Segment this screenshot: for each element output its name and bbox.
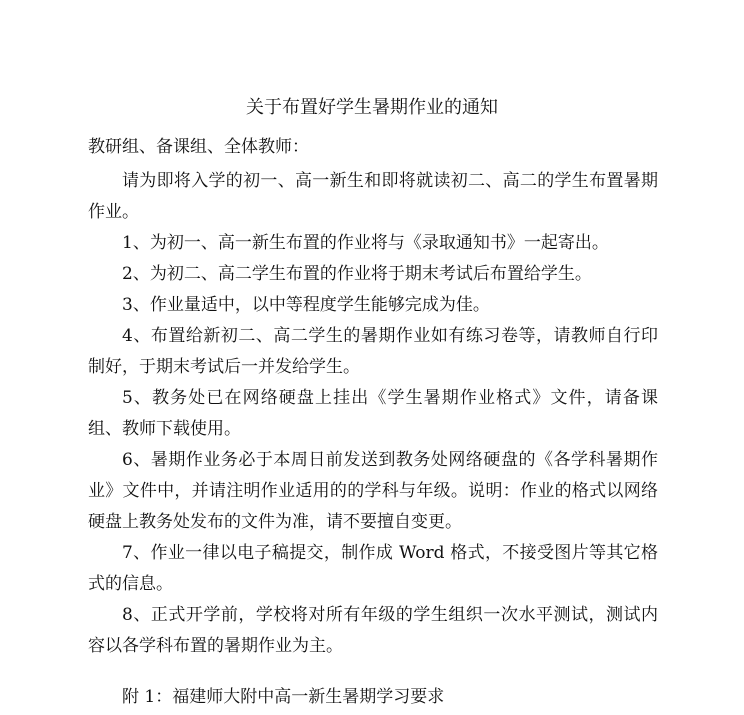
item-7: 7、作业一律以电子稿提交，制作成 Word 格式，不接受图片等其它格式的信息。 <box>88 543 658 594</box>
item-2: 2、为初二、高二学生布置的作业将于期末考试后布置给学生。 <box>122 264 592 284</box>
attachment-heading: 附 1：福建师大附中高一新生暑期学习要求 <box>122 687 445 707</box>
item-5: 5、教务处已在网络硬盘上挂出《学生暑期作业格式》文件，请备课组、教师下载使用。 <box>88 388 658 439</box>
item-8: 8、正式开学前，学校将对所有年级的学生组织一次水平测试，测试内容以各学科布置的暑期作业为主。 <box>88 605 658 656</box>
intro-paragraph: 请为即将入学的初一、高一新生和即将就读初二、高二的学生布置暑期作业。 <box>88 171 658 222</box>
notice-title: 关于布置好学生暑期作业的通知 <box>246 97 498 118</box>
item-1: 1、为初一、高一新生布置的作业将与《录取通知书》一起寄出。 <box>122 233 609 253</box>
salutation: 教研组、备课组、全体教师： <box>88 137 309 157</box>
item-4: 4、布置给新初二、高二学生的暑期作业如有练习卷等，请教师自行印制好，于期末考试后一并发给学生。 <box>88 326 658 377</box>
item-6: 6、暑期作业务必于本周日前发送到教务处网络硬盘的《各学科暑期作业》文件中，并请注明作业适用的的学科与年级。说明：作业的格式以网络硬盘上教务处发布的文件为准，请不要擅自变更。 <box>88 450 658 532</box>
item-3: 3、作业量适中，以中等程度学生能够完成为佳。 <box>122 295 490 315</box>
